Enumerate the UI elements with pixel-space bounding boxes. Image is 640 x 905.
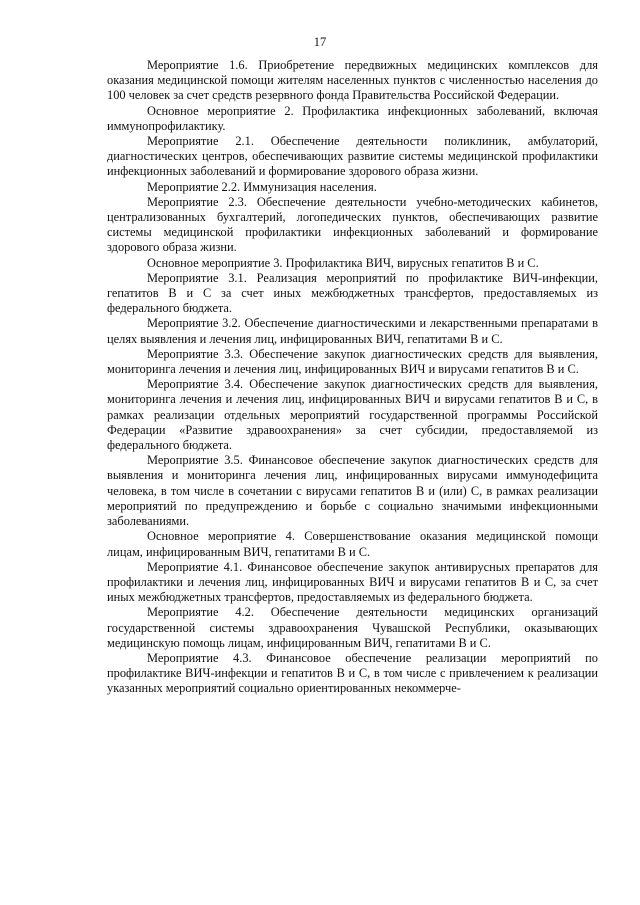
paragraph-main-measure-2: Основное мероприятие 2. Профилактика инфекционных заболеваний, включая иммунопрофилактику.: [107, 103, 598, 133]
paragraph-measure-3-1: Мероприятие 3.1. Реализация мероприятий по профилактике ВИЧ-инфекции, гепатитов В и С за счет иных межбюджетных трансфертов, предоставляемых из федерального бюджета.: [107, 270, 598, 316]
paragraph-measure-4-3: Мероприятие 4.3. Финансовое обеспечение реализации мероприятий по профилактике ВИЧ-инфекции и гепатитов В и С, в том числе с привлечением к реализации указанных мероприятий социально ориентированных некоммерче-: [107, 650, 598, 696]
paragraph-measure-1-6: Мероприятие 1.6. Приобретение передвижных медицинских комплексов для оказания медицинской помощи жителям населенных пунктов с численностью населения до 100 человек за счет средств резервного фонда Правительства Российской Федерации.: [107, 58, 598, 103]
paragraph-measure-3-5: Мероприятие 3.5. Финансовое обеспечение закупок диагностических средств для выявления и мониторинга лечения лиц, инфицированных вирусами иммунодефицита человека, в том числе в сочетании с вирусами гепатитов В и (или) С, в рамках реализации мероприятий по предупреждению и борьбе с социально значимыми инфекционными заболеваниями.: [107, 453, 598, 529]
page-number: 17: [313, 35, 327, 49]
paragraph-measure-2-2: Мероприятие 2.2. Иммунизация населения.: [147, 179, 377, 194]
paragraph-measure-2-3: Мероприятие 2.3. Обеспечение деятельности учебно-методических кабинетов, централизованных бухгалтерий, логопедических пунктов, обеспечивающих развитие системы медицинской профилактики инфекционных заболеваний и формирование здорового образа жизни.: [107, 194, 598, 255]
paragraph-measure-4-2: Мероприятие 4.2. Обеспечение деятельности медицинских организаций государственной системы здравоохранения Чувашской Республики, оказывающих медицинскую помощь лицам, инфицированным ВИЧ, гепатитами В и С.: [107, 605, 598, 650]
paragraph-measure-2-1: Мероприятие 2.1. Обеспечение деятельности поликлиник, амбулаторий, диагностических центров, обеспечивающих развитие системы медицинской профилактики инфекционных заболеваний и формирование здорового образа жизни.: [107, 134, 598, 179]
document-body: [107, 58, 598, 697]
paragraph-measure-4-1: Мероприятие 4.1. Финансовое обеспечение закупок антивирусных препаратов для профилактики и лечения лиц, инфицированных ВИЧ и вирусами гепатитов В и С, за счет иных межбюджетных трансфертов, предоставляемых из федерального бюджета.: [107, 559, 598, 605]
paragraph-measure-3-4: Мероприятие 3.4. Обеспечение закупок диагностических средств для выявления, мониторинга лечения и лечения лиц, инфицированных ВИЧ и вирусами гепатитов В и С, в рамках реализации отдельных мероприятий государственной программы Российской Федерации «Развитие здравоохранения» за счет субсидии, предоставляемой из федерального бюджета.: [107, 377, 598, 453]
paragraph-main-measure-4: Основное мероприятие 4. Совершенствование оказания медицинской помощи лицам, инфицированным ВИЧ, гепатитами В и С.: [107, 529, 598, 559]
paragraph-measure-3-3: Мероприятие 3.3. Обеспечение закупок диагностических средств для выявления, мониторинга лечения и лечения лиц, инфицированных ВИЧ и вирусами гепатитов В и С.: [107, 346, 598, 377]
paragraph-measure-3-2: Мероприятие 3.2. Обеспечение диагностическими и лекарственными препаратами в целях выявления и лечения лиц, инфицированных ВИЧ, гепатитами В и С.: [107, 316, 598, 346]
paragraph-main-measure-3: Основное мероприятие 3. Профилактика ВИЧ, вирусных гепатитов В и С.: [147, 255, 539, 270]
